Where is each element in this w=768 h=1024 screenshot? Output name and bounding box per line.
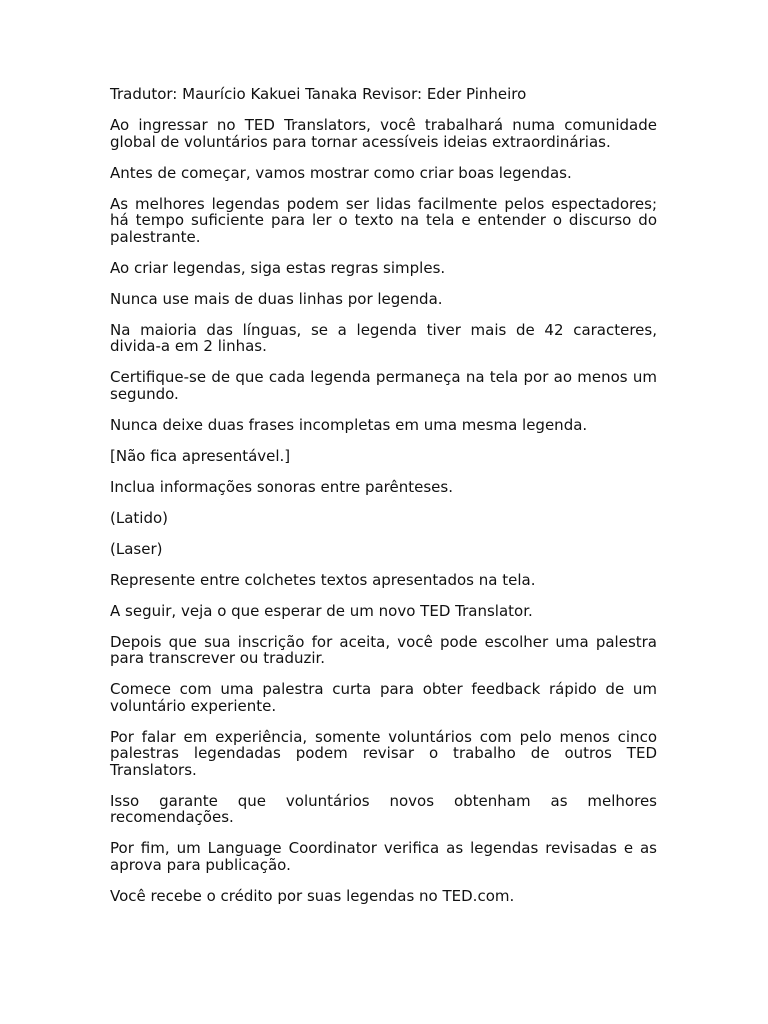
paragraph: Depois que sua inscrição for aceita, você pode escolher uma palestra para transcrever ou traduzir. bbox=[110, 632, 657, 667]
paragraph: Por fim, um Language Coordinator verifica as legendas revisadas e as aprova para publicação. bbox=[110, 839, 657, 874]
paragraph: Isso garante que voluntários novos obtenham as melhores recomendações. bbox=[110, 791, 657, 826]
paragraph: As melhores legendas podem ser lidas facilmente pelos espectadores; há tempo suficiente para ler o texto na tela e entender o discurso do palestrante. bbox=[110, 194, 657, 246]
paragraph: Comece com uma palestra curta para obter feedback rápido de um voluntário experiente. bbox=[110, 680, 657, 715]
paragraph: [Não fica apresentável.] bbox=[110, 446, 291, 465]
paragraph: Você recebe o crédito por suas legendas no TED.com. bbox=[110, 886, 515, 905]
paragraph: Certifique-se de que cada legenda permaneça na tela por ao menos um segundo. bbox=[110, 368, 657, 403]
paragraph: Ao criar legendas, siga estas regras simples. bbox=[110, 258, 446, 277]
paragraph: Nunca deixe duas frases incompletas em uma mesma legenda. bbox=[110, 415, 588, 434]
paragraph: Ao ingressar no TED Translators, você trabalhará numa comunidade global de voluntários para tornar acessíveis ideias extraordinárias. bbox=[110, 116, 657, 151]
paragraph: Por falar em experiência, somente voluntários com pelo menos cinco palestras legendadas podem revisar o trabalho de outros TED Translators. bbox=[110, 727, 657, 779]
paragraph: Nunca use mais de duas linhas por legenda. bbox=[110, 289, 443, 308]
paragraph: (Latido) bbox=[110, 508, 169, 527]
paragraph: A seguir, veja o que esperar de um novo TED Translator. bbox=[110, 601, 533, 620]
paragraph: Inclua informações sonoras entre parênteses. bbox=[110, 477, 453, 496]
paragraph: Antes de começar, vamos mostrar como criar boas legendas. bbox=[110, 163, 572, 182]
document-page bbox=[110, 86, 657, 904]
translator-credit: Tradutor: Maurício Kakuei Tanaka Revisor: Eder Pinheiro bbox=[110, 85, 527, 103]
paragraph: (Laser) bbox=[110, 539, 163, 558]
paragraph: Represente entre colchetes textos apresentados na tela. bbox=[110, 570, 536, 589]
paragraph: Na maioria das línguas, se a legenda tiver mais de 42 caracteres, divida-a em 2 linhas. bbox=[110, 320, 657, 355]
